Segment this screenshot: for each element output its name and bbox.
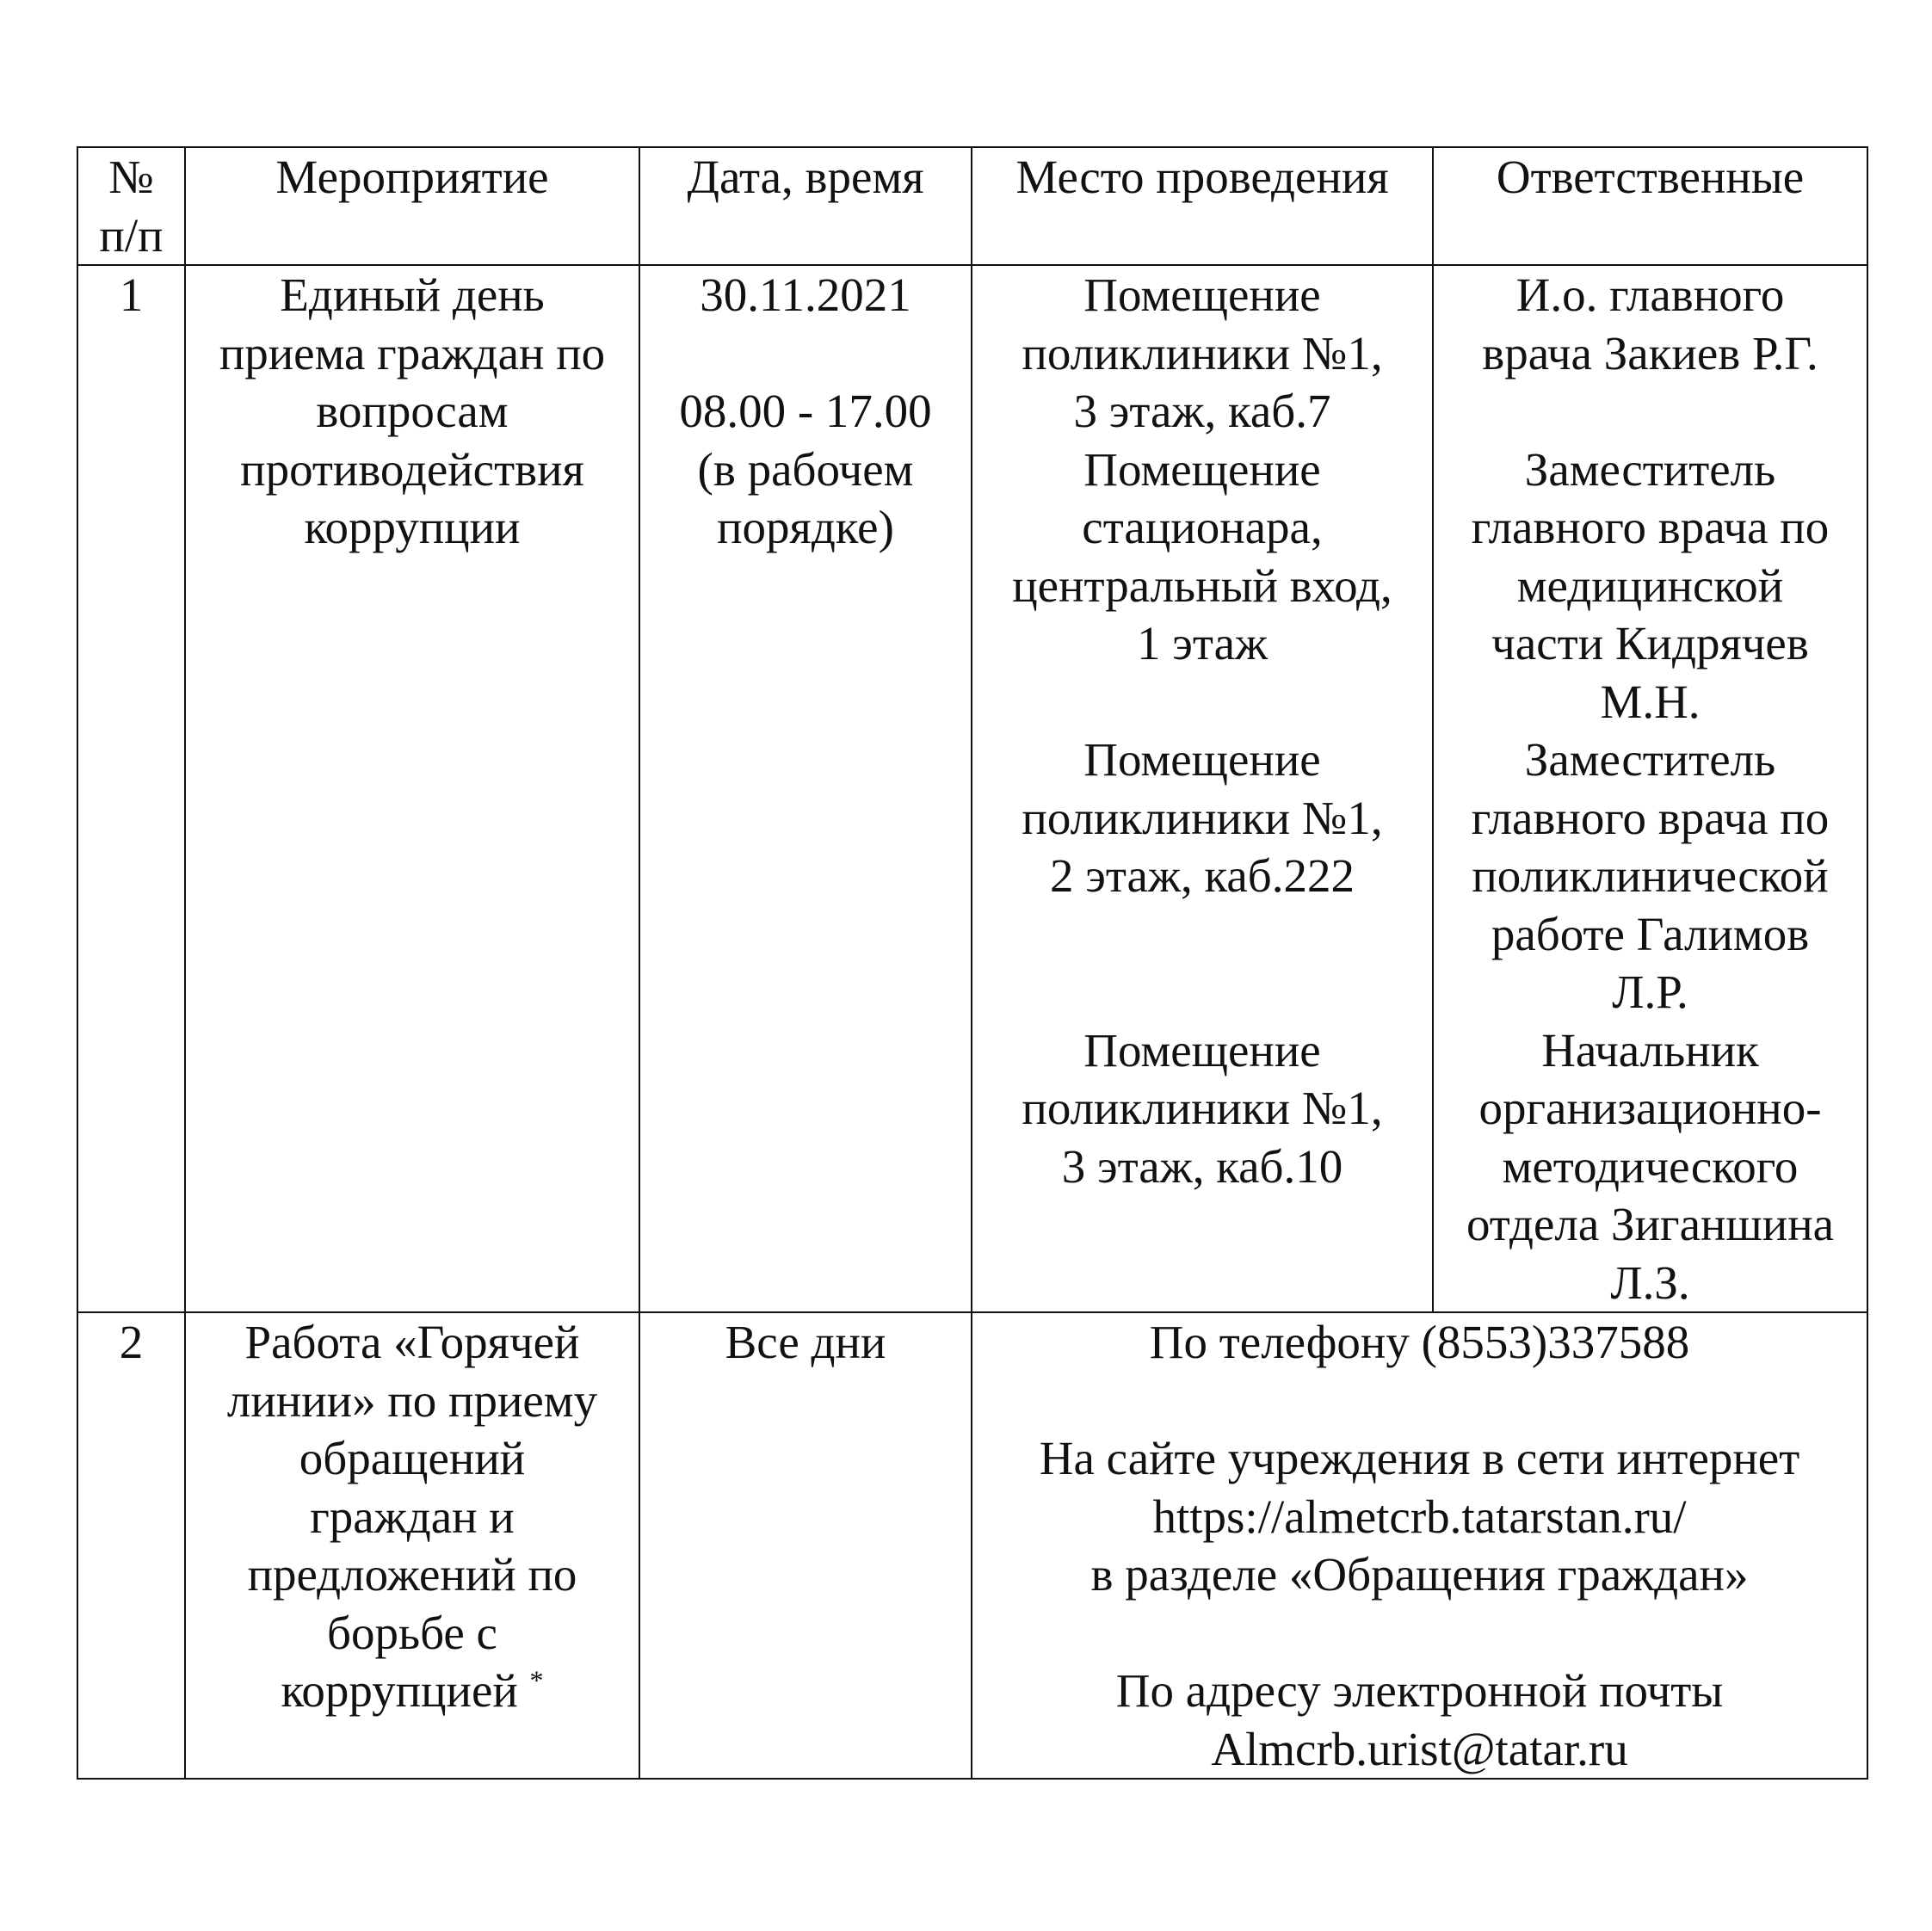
events-table [77, 146, 1868, 1780]
table-row [77, 1312, 1867, 1779]
row1-responsible: И.о. главного врача Закиев Р.Г. Заместитель главного врача по медицинской части Кидрячев М.Н. Заместитель главного врача по поликлинической работе Галимов Л.Р. Начальник организационно- методического отдела Зиганшина Л.З. [1433, 265, 1867, 1312]
row1-place: Помещение поликлиники №1, 3 этаж, каб.7 Помещение стационара, центральный вход, 1 этаж Помещение поликлиники №1, 2 этаж, каб.222 Помещение поликлиники №1, 3 этаж, каб.10 [972, 265, 1433, 1312]
row1-event: Единый день приема граждан по вопросам противодействия коррупции [185, 265, 639, 1312]
header-number [77, 147, 185, 265]
contact-phone: По телефону (8553)337588 [1149, 1316, 1690, 1368]
row2-contact: По телефону (8553)337588 На сайте учреждения в сети интернет https://almetcrb.tatarstan.ru/ в разделе «Обращения граждан» По адресу электронной почты Almcrb.urist@tatar.ru [972, 1312, 1867, 1779]
row1-time: 08.00 - 17.00 [679, 385, 932, 437]
row1-date: 30.11.2021 [700, 268, 911, 321]
table-header-row [77, 147, 1867, 265]
header-place: Место проведения [972, 147, 1433, 265]
row2-datetime: Все дни [639, 1312, 972, 1779]
table-row [77, 265, 1867, 1312]
header-responsible: Ответственные [1433, 147, 1867, 265]
contact-email[interactable]: Almcrb.urist@tatar.ru [1211, 1722, 1628, 1775]
header-number-line2: п/п [99, 208, 164, 262]
contact-site-url[interactable]: https://almetcrb.tatarstan.ru/ [1152, 1490, 1687, 1543]
header-datetime: Дата, время [639, 147, 972, 265]
footnote-marker: * [529, 1664, 544, 1696]
header-event: Мероприятие [185, 147, 639, 265]
header-number-line1: № [108, 151, 154, 203]
row1-datetime: 30.11.2021 08.00 - 17.00 (в рабочем порядке) [639, 265, 972, 1312]
row2-event: Работа «Горячей линии» по приему обращений граждан и предложений по борьбе с коррупцией * [185, 1312, 639, 1779]
row1-number: 1 [77, 265, 185, 1312]
row2-number: 2 [77, 1312, 185, 1779]
